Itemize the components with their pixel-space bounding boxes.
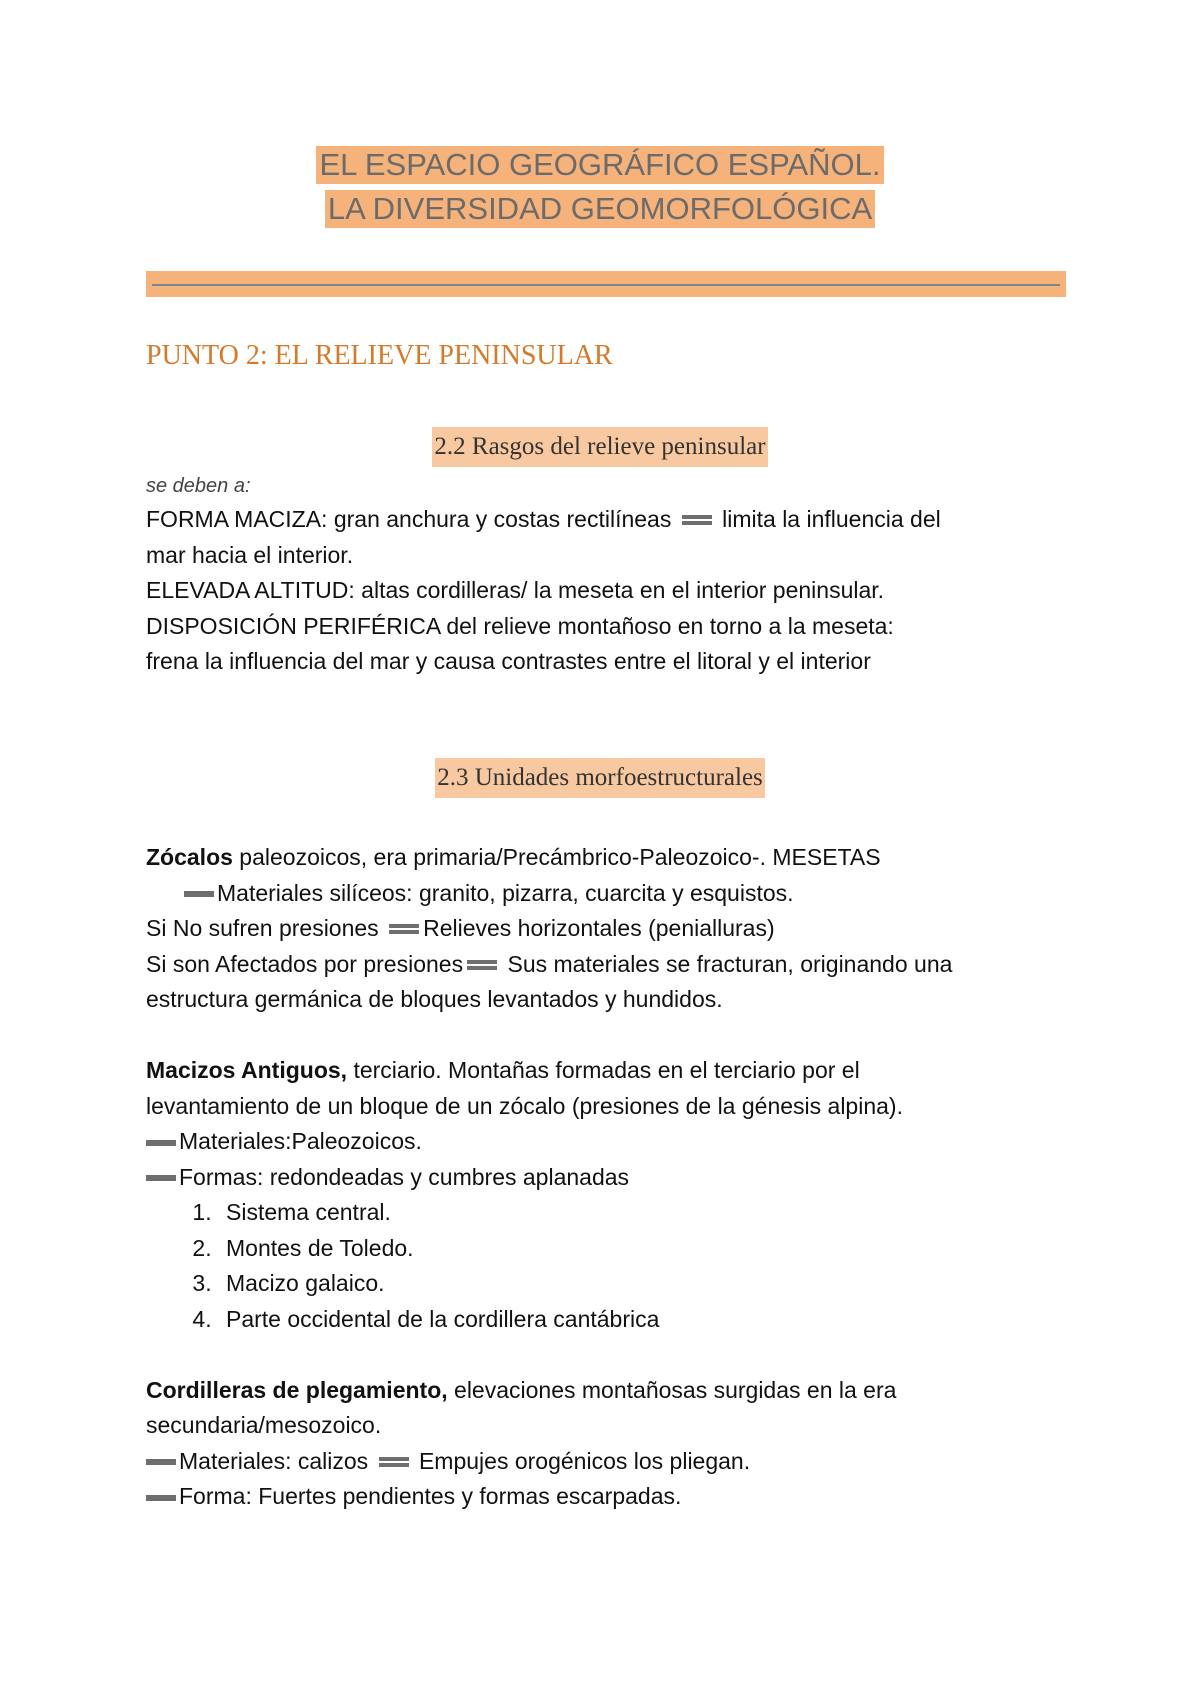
rasgos-line-1b: limita la influencia del [722, 506, 941, 532]
cordilleras-line [146, 1373, 1066, 1409]
rasgos-line-5: frena la influencia del mar y causa contrastes entre el litoral y el interior [146, 648, 871, 674]
rasgos-line-2: mar hacia el interior. [146, 541, 354, 568]
arrow-icon [680, 514, 714, 527]
zocalos-si-presiones [146, 947, 1066, 983]
cordilleras-term: Cordilleras de plegamiento, [146, 1376, 448, 1403]
zocalos-estructura: estructura germánica de bloques levantados y hundidos. [146, 986, 723, 1012]
divider-rule [152, 284, 1060, 286]
rasgos-line-1a: FORMA MACIZA: gran anchura y costas rectilíneas [146, 506, 672, 532]
zocalos-no-presiones [146, 911, 1066, 947]
subsection-unidades [0, 758, 1200, 798]
macizos-materiales [146, 1124, 1066, 1160]
rasgos-line-3: ELEVADA ALTITUD: altas cordilleras/ la meseta en el interior peninsular. [146, 577, 885, 603]
title-line-2: LA DIVERSIDAD GEOMORFOLÓGICA [325, 190, 875, 228]
zocalos-desc: paleozoicos, era primaria/Precámbrico-Paleozoico-. MESETAS [232, 844, 881, 870]
macizos-term: Macizos Antiguos, [146, 1057, 348, 1083]
unidades-text [146, 840, 1066, 1515]
macizos-desc: terciario. Montañas formadas en el terciario por el [347, 1057, 860, 1083]
arrow-icon [387, 923, 421, 936]
cordilleras-materiales-a: Materiales: calizos [179, 1447, 369, 1474]
macizos-line [146, 1053, 1066, 1089]
subsection-rasgos [0, 427, 1200, 467]
subsection-unidades-title: 2.3 Unidades morfoestructurales [435, 758, 765, 798]
list-item: 4. Parte occidental de la cordillera cantábrica [218, 1302, 1066, 1338]
macizos-list [146, 1195, 1066, 1337]
rasgos-line-1 [146, 502, 1066, 538]
list-item: 2. Montes de Toledo. [218, 1231, 1066, 1267]
zocalos-materiales [146, 876, 1066, 912]
dash-arrow-icon [146, 1140, 176, 1146]
arrow-icon [465, 959, 499, 972]
rasgos-line-4: DISPOSICIÓN PERIFÉRICA del relieve montañoso en torno a la meseta: [146, 612, 894, 639]
dash-arrow-icon [184, 891, 214, 897]
rasgos-text [146, 470, 1066, 680]
title-line-1: EL ESPACIO GEOGRÁFICO ESPAÑOL. [316, 146, 883, 184]
cordilleras-forma-text: Forma: Fuertes pendientes y formas escarpadas. [179, 1483, 682, 1509]
cordilleras-materiales [146, 1444, 1066, 1480]
no-presiones-b: Relieves horizontales (penialluras) [423, 915, 775, 941]
document-title [0, 146, 1200, 234]
list-item: 1. Sistema central. [218, 1195, 1066, 1231]
zocalos-term: Zócalos [146, 844, 233, 870]
si-presiones-a: Si son Afectados por presiones [146, 950, 464, 977]
dash-arrow-icon [146, 1175, 176, 1181]
subsection-rasgos-title: 2.2 Rasgos del relieve peninsular [432, 427, 767, 467]
title-divider [146, 271, 1066, 297]
cordilleras-desc-2: secundaria/mesozoico. [146, 1412, 382, 1438]
no-presiones-a: Si No sufren presiones [146, 915, 379, 941]
zocalos-line [146, 840, 1066, 876]
dash-arrow-icon [146, 1459, 176, 1465]
macizos-materiales-text: Materiales:Paleozoicos. [179, 1128, 422, 1154]
cordilleras-forma [146, 1479, 1066, 1515]
cordilleras-desc: elevaciones montañosas surgidas en la era [447, 1376, 897, 1403]
cordilleras-materiales-b: Empujes orogénicos los pliegan. [412, 1447, 751, 1474]
macizos-formas [146, 1160, 1066, 1196]
intro-text: se deben a: [146, 475, 251, 497]
list-item: 3. Macizo galaico. [218, 1266, 1066, 1302]
macizos-desc-2: levantamiento de un bloque de un zócalo (presiones de la génesis alpina). [146, 1092, 903, 1119]
zocalos-materiales-text: Materiales silíceos: granito, pizarra, cuarcita y esquistos. [217, 879, 794, 906]
si-presiones-b: Sus materiales se fracturan, originando una [501, 950, 953, 977]
dash-arrow-icon [146, 1495, 176, 1501]
macizos-formas-text: Formas: redondeadas y cumbres aplanadas [179, 1163, 630, 1190]
arrow-icon [377, 1456, 411, 1469]
section-heading: PUNTO 2: EL RELIEVE PENINSULAR [146, 340, 613, 371]
